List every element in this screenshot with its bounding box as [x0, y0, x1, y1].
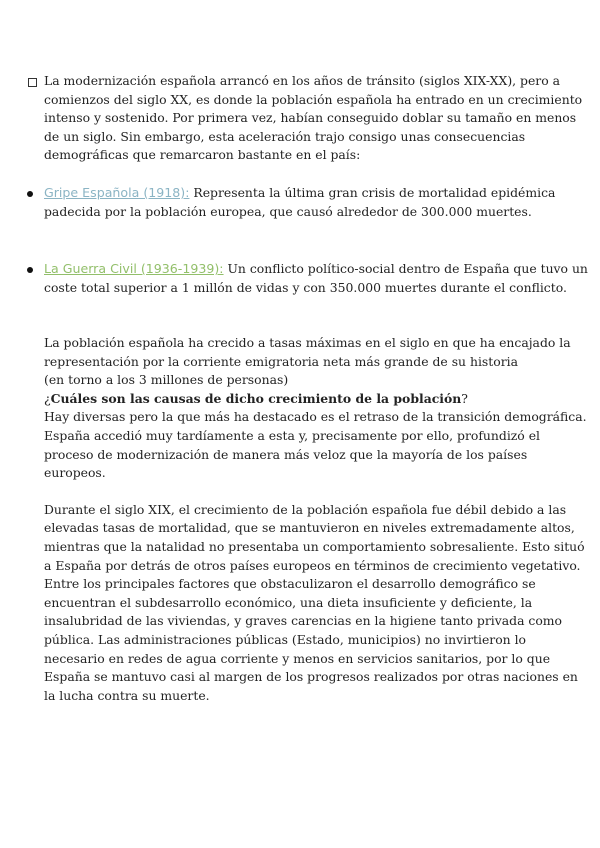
bullet-item-gripe [44, 184, 589, 221]
guerra-civil-link[interactable]: La Guerra Civil (1936-1939): [44, 261, 224, 276]
intro-paragraph: La modernización española arrancó en los años de tránsito (siglos XIX-XX), pero a comienzos del siglo XX, es donde la población española ha entrado en un crecimiento intenso y sostenido. Por primera vez, habían conseguido doblar su tamaño en menos de un siglo. Sin embargo, esta aceleración trajo consigo unas consecuencias demográficas que remarcaron bastante en el país: [44, 73, 583, 163]
bullet-item-guerra [44, 260, 589, 297]
bullet-dot-icon [27, 191, 33, 197]
paragraph-transition: Hay diversas pero la que más ha destacado es el retraso de la transición demográfica. España accedió muy tardíamente a esta y, precisamente por ello, profundizó el proceso de modernización de manera más veloz que la mayoría de los países europeos. [44, 409, 587, 481]
guerra-text: Un conflicto político-social dentro de España que tuvo un coste total superior a 1 millón de vidas y con 350.000 muertes durante el conflicto. [44, 261, 588, 295]
paragraph-emigration: La población española ha crecido a tasas máximas en el siglo en que ha encajado la representación por la corriente emigratoria neta más grande de su historia [44, 335, 571, 369]
question-close-mark: ? [461, 390, 468, 406]
question-text: Cuáles son las causas de dicho crecimiento de la población [50, 390, 462, 406]
checkbox-bullet-icon [28, 78, 37, 87]
gripe-link[interactable]: Gripe Española (1918): [44, 185, 190, 200]
gripe-text: Representa la última gran crisis de mortalidad epidémica padecida por la población europea, que causó alrededor de 300.000 muertes. [44, 185, 556, 219]
paragraph-emigration-note: (en torno a los 3 millones de personas) [44, 372, 289, 388]
question-heading [44, 390, 589, 409]
question-open-mark: ¿ [44, 390, 51, 406]
bullet-dot-icon [27, 267, 33, 273]
body-section [44, 334, 589, 705]
paragraph-nineteenth-century: Durante el siglo XIX, el crecimiento de la población española fue débil debido a las elevadas tasas de mortalidad, que se mantuvieron en niveles extremadamente altos, mientras que la natalidad no presentaba un comportamiento sobresaliente. Esto situó a España por detrás de otros países europeos en términos de crecimiento vegetativo. Entre los principales factores que obstaculizaron el desarrollo demográfico se encuentran el subdesarrollo económico, una dieta insuficiente y deficiente, la insalubridad de las viviendas, y graves carencias en la higiene tanto privada como pública. Las administraciones públicas (Estado, municipios) no invirtieron lo necesario en redes de agua corriente y menos en servicios sanitarios, por lo que España se mantuvo casi al margen de los progresos realizados por otras naciones en la lucha contra su muerte. [44, 501, 585, 703]
